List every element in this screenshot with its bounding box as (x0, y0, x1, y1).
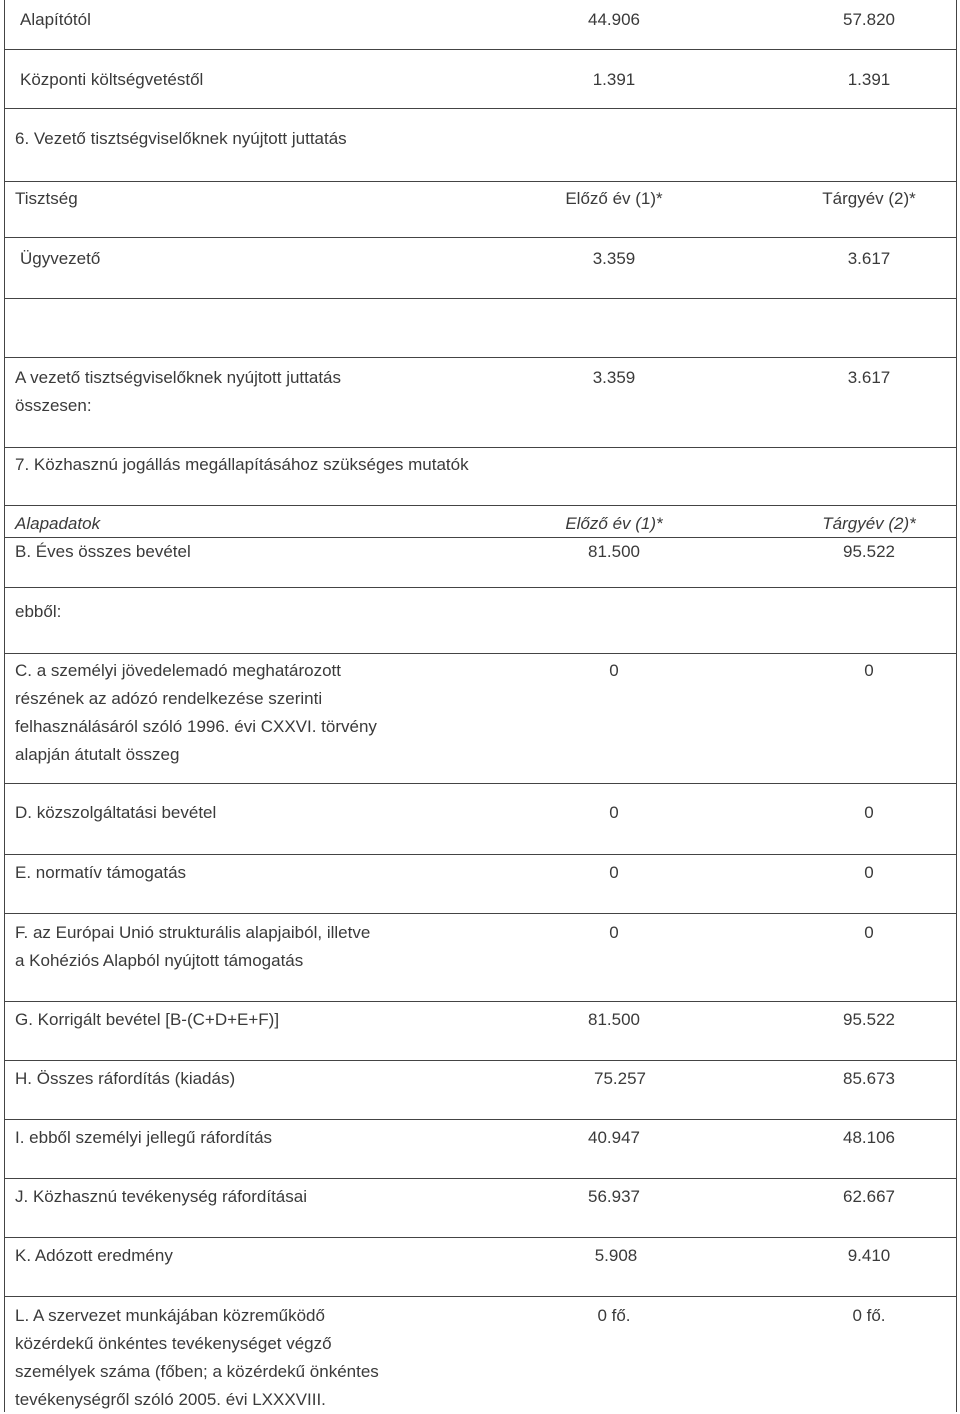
column-header-current-year: Tárgyév (2)* (822, 189, 916, 208)
row-label-line2: összesen: (15, 396, 92, 415)
table-row-g (4, 1002, 957, 1061)
table-row-j (4, 1179, 957, 1238)
column-header-alapadatok: Alapadatok (15, 514, 101, 533)
prev-year-value: 40.947 (588, 1128, 640, 1147)
table-row-ebbol (4, 588, 957, 654)
table-row-osszesen (4, 357, 957, 448)
column-header-current-year: Tárgyév (2)* (822, 514, 916, 533)
prev-year-value: 0 (609, 863, 619, 882)
column-header-prev-year: Előző év (1)* (565, 514, 663, 533)
prev-year-value: 44.906 (588, 10, 640, 29)
row-label: Ügyvezető (20, 249, 101, 268)
current-year-value: 0 (864, 923, 874, 942)
prev-year-value: 3.359 (592, 249, 636, 268)
section-title-6 (4, 109, 957, 182)
row-label: Központi költségvetéstől (20, 70, 204, 89)
row-label: D. közszolgáltatási bevétel (15, 803, 217, 822)
current-year-value: 0 (864, 803, 874, 822)
row-label-line2: közérdekű önkéntes tevékenységet végző (15, 1334, 332, 1353)
row-label-line2: a Kohéziós Alapból nyújtott támogatás (15, 951, 304, 970)
current-year-value: 57.820 (843, 10, 895, 29)
current-year-value: 0 fő. (852, 1306, 886, 1325)
column-header-tisztseg: Tisztség (15, 189, 78, 208)
current-year-value: 95.522 (843, 1010, 895, 1029)
current-year-value: 62.667 (843, 1187, 895, 1206)
prev-year-value: 0 (609, 661, 619, 680)
prev-year-value: 56.937 (588, 1187, 640, 1206)
current-year-value: 95.522 (843, 542, 895, 561)
table-row-l (4, 1297, 957, 1412)
prev-year-value: 5.908 (594, 1246, 638, 1265)
row-label: ebből: (15, 602, 62, 621)
section-heading: 7. Közhasznú jogállás megállapításához szükséges mutatók (15, 455, 469, 474)
prev-year-value: 81.500 (588, 542, 640, 561)
table-row-c (4, 654, 957, 784)
row-label-line1: F. az Európai Unió strukturális alapjaiból, illetve (15, 923, 371, 942)
row-label: K. Adózott eredmény (15, 1246, 173, 1265)
prev-year-value: 0 (609, 803, 619, 822)
row-label-line1: A vezető tisztségviselőknek nyújtott juttatás (15, 368, 342, 387)
row-label-line4: alapján átutalt összeg (15, 745, 180, 764)
row-label: B. Éves összes bevétel (15, 542, 191, 561)
row-label-line3: felhasználásáról szóló 1996. évi CXXVI. törvény (15, 717, 377, 736)
row-label: I. ebből személyi jellegű ráfordítás (15, 1128, 273, 1147)
row-label-line3: személyek száma (főben; a közérdekű önkéntes (15, 1362, 379, 1381)
table-row-kozponti (4, 50, 957, 109)
table-row-h (4, 1061, 957, 1120)
table-row-ugyvezeto (4, 238, 957, 299)
row-label: H. Összes ráfordítás (kiadás) (15, 1069, 236, 1088)
current-year-value: 48.106 (843, 1128, 895, 1147)
table-row-i (4, 1120, 957, 1179)
table-header-alapadatok (4, 506, 957, 538)
current-year-value: 9.410 (847, 1246, 891, 1265)
row-label: E. normatív támogatás (15, 863, 187, 882)
table-row-f (4, 914, 957, 1002)
section-heading: 6. Vezető tisztségviselőknek nyújtott juttatás (15, 129, 347, 148)
row-label: G. Korrigált bevétel [B-(C+D+E+F)] (15, 1010, 280, 1029)
row-label-line1: C. a személyi jövedelemadó meghatározott (15, 661, 341, 680)
prev-year-value: 0 fő. (597, 1306, 631, 1325)
table-row-empty (4, 299, 957, 357)
table-header-tisztseg (4, 182, 957, 238)
section-title-7 (4, 448, 957, 506)
prev-year-value: 0 (609, 923, 619, 942)
prev-year-value: 3.359 (592, 368, 636, 387)
table-row-k (4, 1238, 957, 1297)
current-year-value: 0 (864, 661, 874, 680)
prev-year-value: 75.257 (594, 1069, 646, 1088)
column-header-prev-year: Előző év (1)* (565, 189, 663, 208)
current-year-value: 0 (864, 863, 874, 882)
prev-year-value: 81.500 (588, 1010, 640, 1029)
table-row-alapitotol (4, 0, 957, 50)
row-label-line2: részének az adózó rendelkezése szerinti (15, 689, 323, 708)
table-row-d (4, 784, 957, 855)
table-row-b (4, 538, 957, 588)
prev-year-value: 1.391 (592, 70, 636, 89)
current-year-value: 1.391 (847, 70, 891, 89)
current-year-value: 85.673 (843, 1069, 895, 1088)
current-year-value: 3.617 (847, 249, 891, 268)
row-label: Alapítótól (20, 10, 91, 29)
row-label-line4: tevékenységről szóló 2005. évi LXXXVIII. (15, 1390, 326, 1409)
table-row-e (4, 855, 957, 914)
row-label: J. Közhasznú tevékenység ráfordításai (15, 1187, 307, 1206)
row-label-line1: L. A szervezet munkájában közreműködő (15, 1306, 325, 1325)
current-year-value: 3.617 (847, 368, 891, 387)
